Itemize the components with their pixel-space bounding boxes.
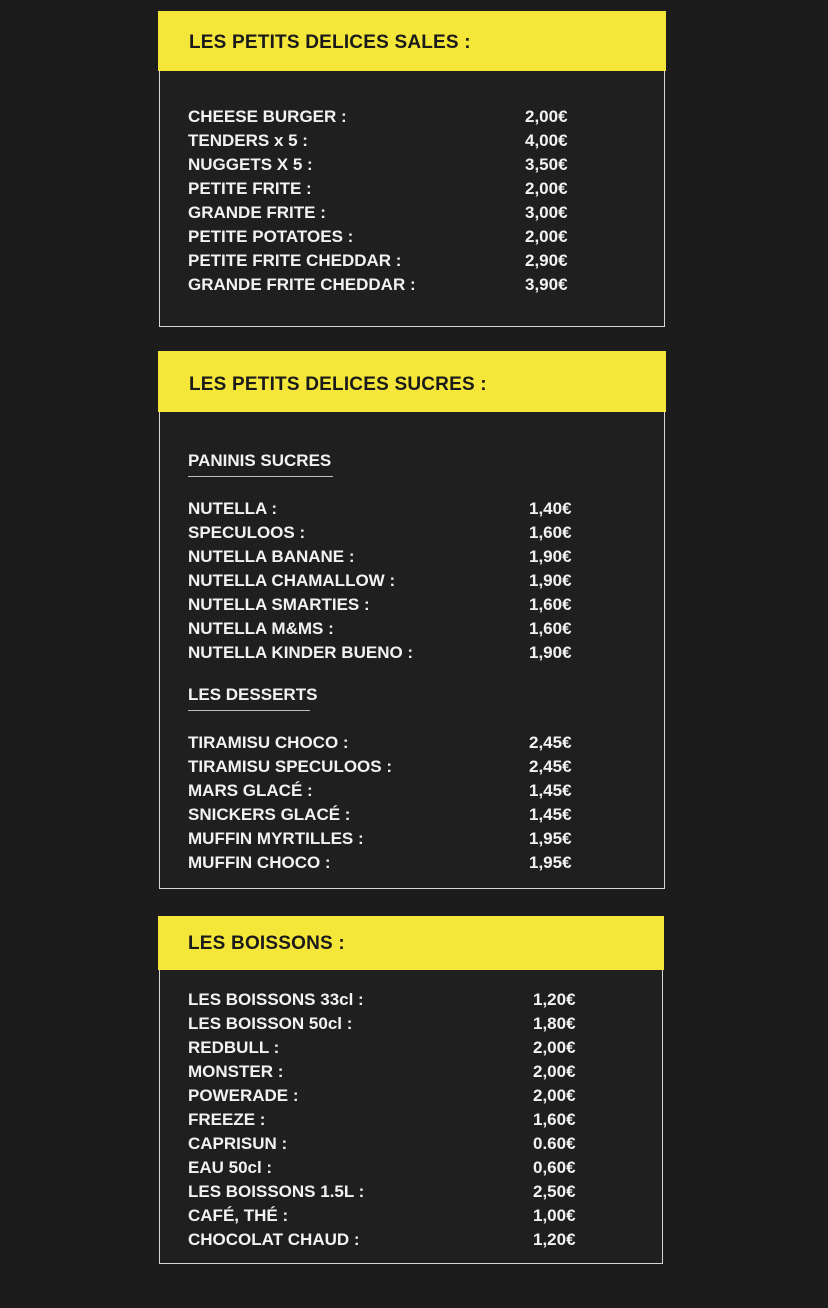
section-sales-header xyxy=(158,11,666,71)
section-sucres: LES PETITS DELICES SUCRES : PANINIS SUCRES NUTELLA : 1,40€ SPECULOOS : 1,60€ NUTELLA BANANE : 1,90€ NUTELLA CHAMALLOW : 1,90€ NUTELLA SMARTIES : 1,60€ NUTELLA M&MS : 1,60€ NUTELLA KINDER BUENO : 1,90€ LES DESSERTS TIRAMISU CHOCO : 2,45€ TIRAMISU SPECULOOS : 2,45€ MARS GLACÉ : 1,45€ SNICKERS GLACÉ : 1,45€ MUFFIN MYRTILLES : 1,95€ MUFFIN CHOCO : 1,95€ xyxy=(159,352,665,889)
section-sucres-title: LES PETITS DELICES SUCRES : xyxy=(189,374,487,395)
section-boissons-title: LES BOISSONS : xyxy=(188,933,345,954)
section-boissons: LES BOISSONS : LES BOISSONS 33cl : 1,20€ LES BOISSON 50cl : 1,80€ REDBULL : 2,00€ MONSTER : 2,00€ POWERADE : 2,00€ FREEZE : 1,60€ CAPRISUN : 0.60€ EAU 50cl : 0,60€ LES BOISSONS 1.5L : 2,50€ CAFÉ, THÉ : 1,00€ CHOCOLAT CHAUD : 1,20€ xyxy=(159,917,663,1264)
section-sales-title: LES PETITS DELICES SALES : xyxy=(189,32,471,53)
section-sucres-header xyxy=(158,351,666,412)
section-boissons-header xyxy=(158,916,664,970)
desserts-subheading: LES DESSERTS xyxy=(188,685,310,711)
section-sales: LES PETITS DELICES SALES : CHEESE BURGER : 2,00€ TENDERS x 5 : 4,00€ NUGGETS X 5 : 3,50€ PETITE FRITE : 2,00€ GRANDE FRITE : 3,00€ PETITE POTATOES : 2,00€ PETITE FRITE CHEDDAR : 2,90€ GRANDE FRITE CHEDDAR : 3,90€ xyxy=(159,12,665,327)
paninis-subheading: PANINIS SUCRES xyxy=(188,451,333,477)
